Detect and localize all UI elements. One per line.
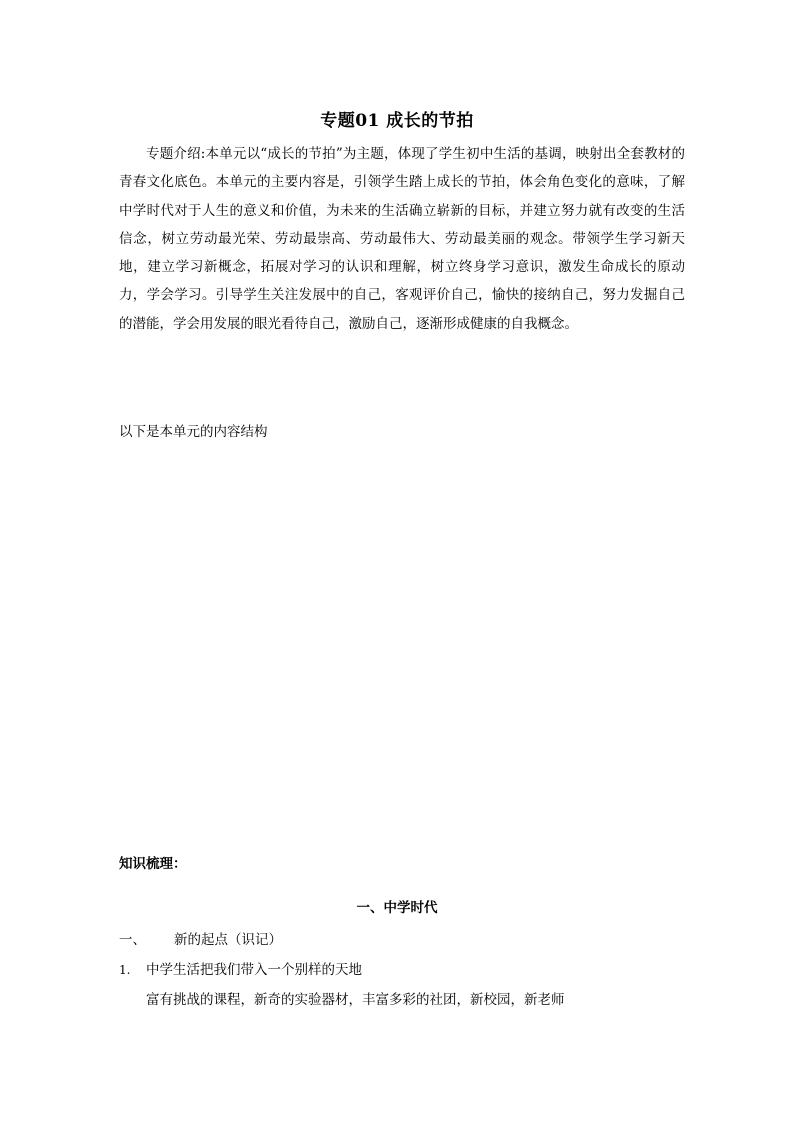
structure-note: 以下是本单元的内容结构 [119,424,268,440]
section-title: 一、中学时代 [356,900,438,916]
page-title: 专题01 成长的节拍 [320,111,474,131]
point-number: 1. [119,963,131,977]
topic-number: 一、 [119,932,146,948]
point-line [119,956,362,984]
topic-line [119,926,282,954]
knowledge-heading: 知识梳理： [119,856,187,872]
detail-line: 富有挑战的课程，新奇的实验器材，丰富多彩的社团，新校园，新老师 [146,992,565,1008]
topic-text: 新的起点（识记） [174,932,282,948]
intro-paragraph: 专题介绍:本单元以“成长的节拍”为主题，体现了学生初中生活的基调，映射出全套教材的青春文化底色。本单元的主要内容是，引领学生踏上成长的节拍，体会角色变化的意味，了解中学时代对于人生的意义和价值，为未来的生活确立崭新的目标，并建立努力就有改变的生活信念，树立劳动最光荣、劳动最崇高、劳动最伟大、劳动最美丽的观念。带领学生学习新天地，建立学习新概念，拓展对学习的认识和理解，树立终身学习意识，激发生命成长的原动力，学会学习。引导学生关注发展中的自己，客观评价自己，愉快的接纳自己，努力发掘自己的潜能，学会用发展的眼光看待自己，激励自己，逐渐形成健康的自我概念。 [119,146,685,332]
point-text: 中学生活把我们带入一个别样的天地 [146,962,362,978]
